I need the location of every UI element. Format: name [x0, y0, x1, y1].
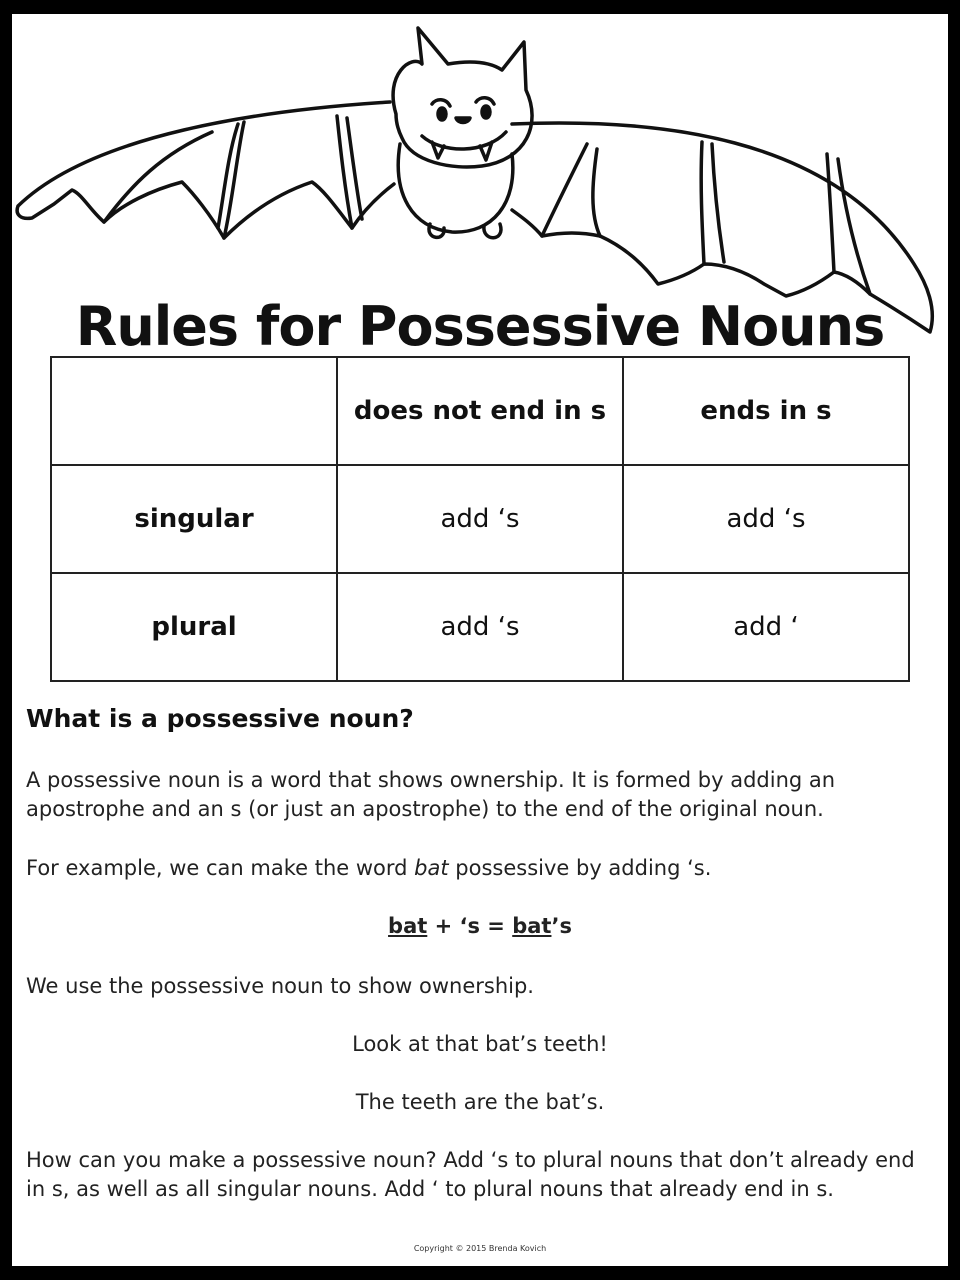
- table-header-cell: [51, 357, 337, 465]
- worksheet-page: [12, 14, 948, 1266]
- row-label: plural: [51, 573, 337, 681]
- formula-result-base: bat: [512, 914, 552, 938]
- table-cell: add ‘s: [337, 465, 623, 573]
- how-to-paragraph: How can you make a possessive noun? Add ‘s to plural nouns that don’t already end in s, as well as all singular nouns. Add ‘ to plural nouns that already end in s.: [26, 1148, 915, 1201]
- section-heading: What is a possessive noun?: [26, 704, 414, 733]
- definition-paragraph: A possessive noun is a word that shows ownership. It is formed by adding an apostrophe and an s (or just an apostrophe) to the end of the original noun.: [26, 768, 836, 821]
- table-header-row: [51, 357, 909, 465]
- page-title: Rules for Possessive Nouns: [75, 295, 885, 358]
- bat-body: [398, 144, 513, 232]
- example-intro-paragraph: [26, 854, 926, 883]
- example-intro-word: bat: [414, 856, 449, 880]
- possessive-rules-table: [50, 356, 910, 682]
- formula-base: bat: [388, 914, 428, 938]
- table-cell: add ‘: [623, 573, 909, 681]
- table-header-cell: does not end in s: [337, 357, 623, 465]
- bat-head: [393, 28, 532, 167]
- table-cell: add ‘s: [337, 573, 623, 681]
- formula-result-suffix: ’s: [551, 914, 572, 938]
- table-cell: add ‘s: [623, 465, 909, 573]
- table-row: [51, 573, 909, 681]
- copyright-notice: Copyright © 2015 Brenda Kovich: [413, 1244, 547, 1253]
- example-sentence-2: The teeth are the bat’s.: [355, 1090, 605, 1114]
- example-sentence-1: Look at that bat’s teeth!: [352, 1032, 608, 1056]
- table-row: [51, 465, 909, 573]
- formula-middle: + ‘s =: [427, 914, 513, 938]
- example-intro-prefix: For example, we can make the word: [26, 856, 415, 880]
- table-header-cell: ends in s: [623, 357, 909, 465]
- formula-line: [12, 912, 948, 941]
- example-intro-suffix: possessive by adding ‘s.: [448, 856, 712, 880]
- usage-paragraph: We use the possessive noun to show ownership.: [26, 974, 534, 998]
- row-label: singular: [51, 465, 337, 573]
